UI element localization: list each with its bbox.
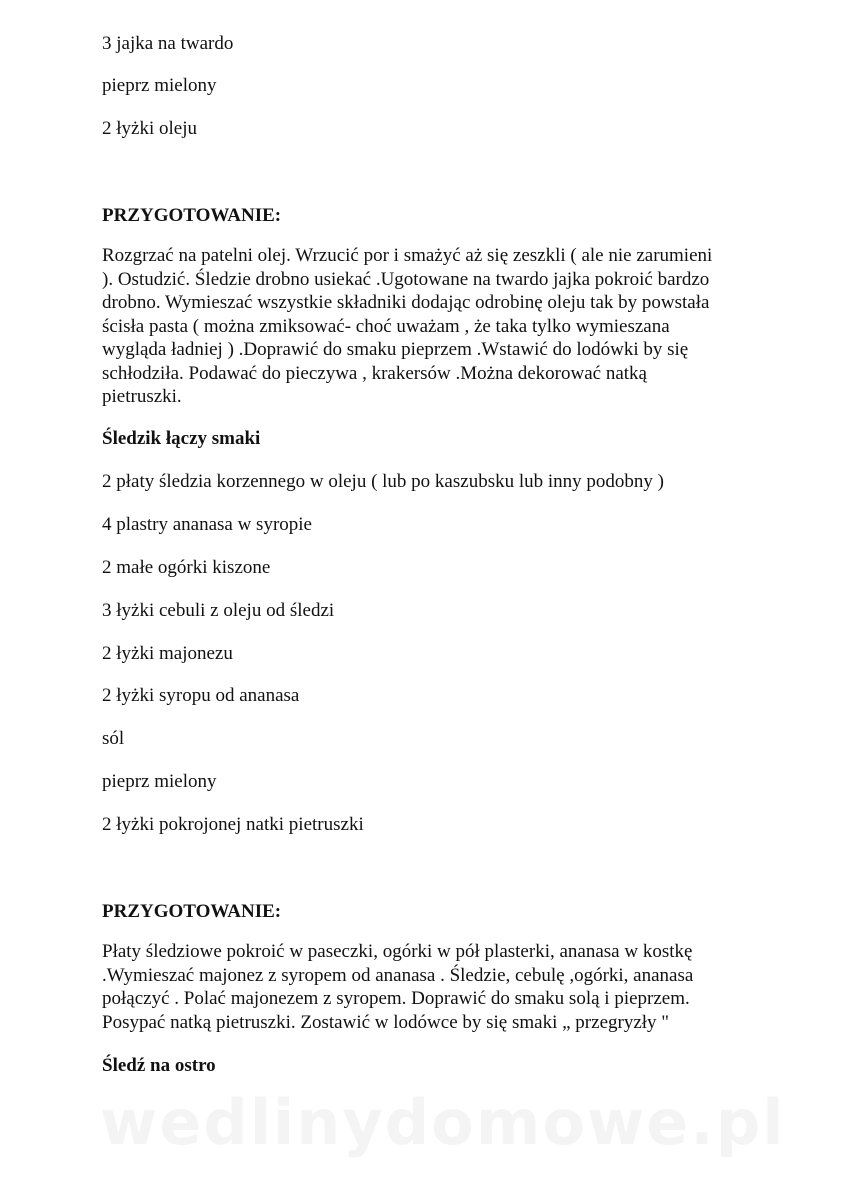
ingredient-line: pieprz mielony	[102, 771, 217, 792]
paragraph-line: .Wymieszać majonez z syropem od ananasa . Śledzie, cebulę ,ogórki, ananasa	[102, 964, 694, 986]
paragraph-line: Płaty śledziowe pokroić w paseczki, ogórki w pół plasterki, ananasa w kostkę	[102, 941, 693, 962]
preparation-paragraph	[102, 244, 792, 409]
ingredient-line: 2 łyżki syropu od ananasa	[102, 685, 300, 706]
recipe-title: Śledź na ostro	[102, 1055, 216, 1076]
paragraph-line: pietruszki.	[102, 386, 182, 407]
paragraph-line: drobno. Wymieszać wszystkie składniki dodając odrobinę oleju tak by powstała	[102, 292, 710, 313]
paragraph-line: Rozgrzać na patelni olej. Wrzucić por i smażyć aż się zeszkli ( ale nie zarumieni	[102, 245, 713, 266]
paragraph-line: ). Ostudzić. Śledzie drobno usiekać .Ugotowane na twardo jajka pokroić bardzo	[102, 268, 710, 290]
ingredient-line: 3 łyżki cebuli z oleju od śledzi	[102, 600, 335, 621]
ingredient-line: 2 małe ogórki kiszone	[102, 557, 271, 578]
recipe-title: Śledzik łączy smaki	[102, 428, 261, 449]
ingredient-line: 2 łyżki oleju	[102, 118, 197, 139]
ingredient-line: 2 łyżki pokrojonej natki pietruszki	[102, 814, 364, 835]
paragraph-line: ścisła pasta ( można zmiksować- choć uważam , że taka tylko wymieszana	[102, 315, 670, 337]
ingredient-line: 2 płaty śledzia korzennego w oleju ( lub po kaszubsku lub inny podobny )	[102, 471, 664, 492]
paragraph-line: połączyć . Polać majonezem z syropem. Doprawić do smaku solą i pieprzem.	[102, 988, 690, 1009]
preparation-heading: PRZYGOTOWANIE:	[102, 205, 282, 226]
preparation-paragraph	[102, 940, 792, 1034]
ingredient-line: 3 jajka na twardo	[102, 33, 234, 54]
ingredient-line: 2 łyżki majonezu	[102, 643, 233, 664]
ingredient-line: 4 plastry ananasa w syropie	[102, 514, 312, 535]
ingredient-line: sól	[102, 728, 125, 749]
paragraph-line: wygląda ładniej ) .Doprawić do smaku pieprzem .Wstawić do lodówki by się	[102, 339, 689, 360]
paragraph-line: schłodziła. Podawać do pieczywa , krakersów .Można dekorować natką	[102, 362, 647, 384]
ingredient-line: pieprz mielony	[102, 75, 217, 96]
watermark-logo: wedlinydomowe.pl	[100, 1086, 786, 1159]
preparation-heading: PRZYGOTOWANIE:	[102, 901, 282, 922]
paragraph-line: Posypać natką pietruszki. Zostawić w lodówce by się smaki „ przegryzły "	[102, 1011, 670, 1033]
